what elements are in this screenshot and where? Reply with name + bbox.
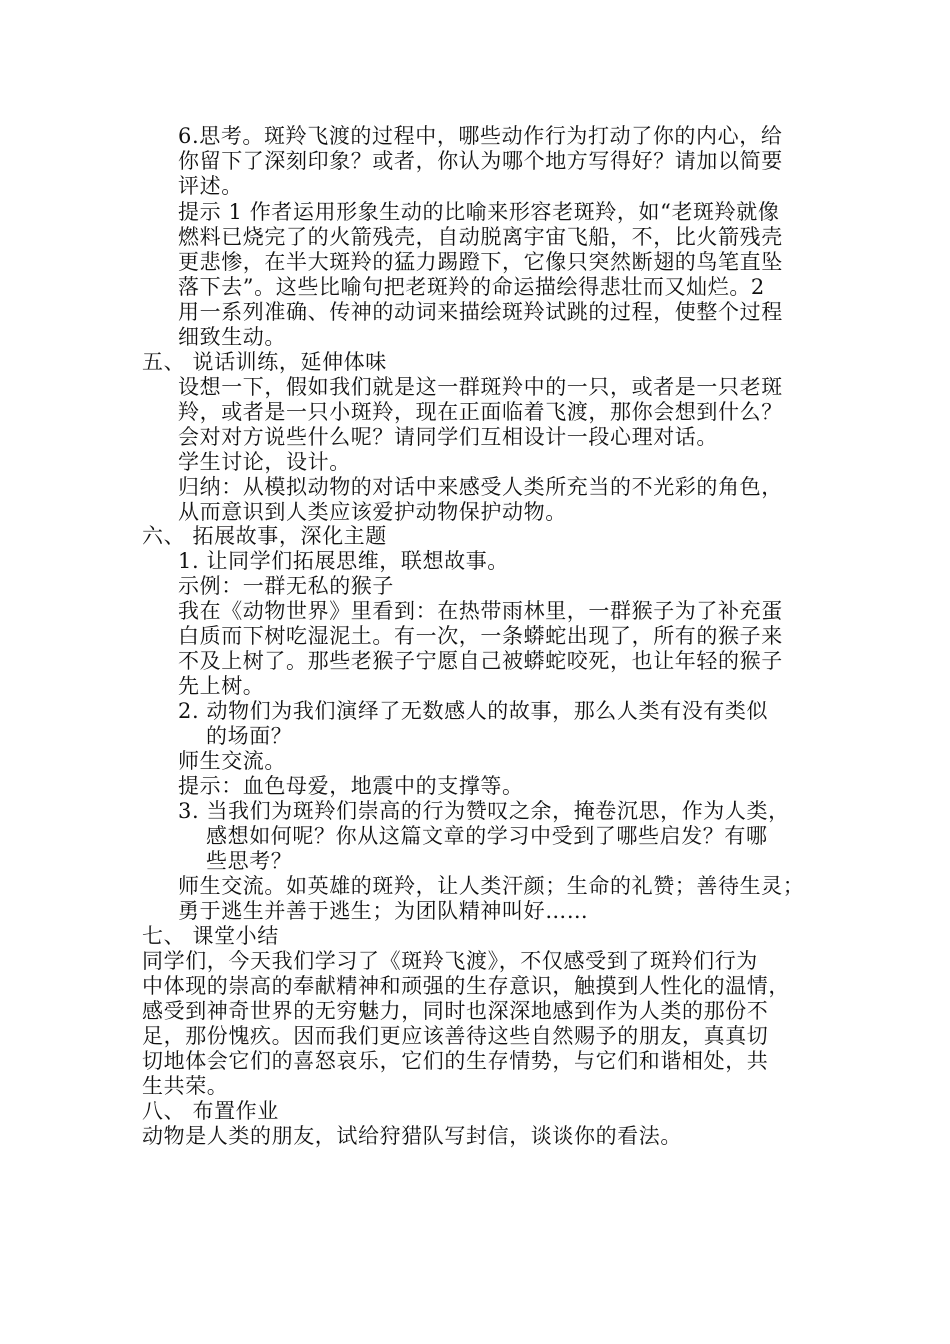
text-line: 动物是人类的朋友，试给狩猎队写封信，谈谈你的看法。 [142, 1124, 682, 1148]
text-line: 会对对方说些什么呢？请同学们互相设计一段心理对话。 [178, 425, 718, 449]
text-line: 落下去”。这些比喻句把老斑羚的命运描绘得悲壮而又灿烂。2 [178, 275, 765, 299]
text-line: 2. 动物们为我们演绎了无数感人的故事，那么人类有没有类似 [178, 699, 769, 723]
text-line: 生共荣。 [142, 1074, 229, 1098]
text-line: 师生交流。如英雄的斑羚，让人类汗颜；生命的礼赞；善待生灵； [178, 874, 805, 898]
text-line: 不及上树了。那些老猴子宁愿自己被蟒蛇咬死，也让年轻的猴子 [178, 649, 783, 673]
text-line: 的场面？ [206, 724, 293, 748]
text-line: 从而意识到人类应该爱护动物保护动物。 [178, 500, 567, 524]
text-line: 用一系列准确、传神的动词来描绘斑羚试跳的过程，使整个过程 [178, 300, 783, 324]
text-line: 感想如何呢？你从这篇文章的学习中受到了哪些启发？有哪 [206, 824, 768, 848]
text-line: 示例：一群无私的猴子 [178, 574, 394, 598]
text-line: 3. 当我们为斑羚们崇高的行为赞叹之余，掩卷沉思，作为人类， [178, 799, 790, 823]
section-heading: 六、 拓展故事，深化主题 [142, 524, 387, 548]
text-line: 勇于逃生并善于逃生；为团队精神叫好…… [178, 899, 589, 923]
text-line: 你留下了深刻印象？或者，你认为哪个地方写得好？请加以简要 [178, 149, 783, 173]
section-heading: 五、 说话训练，延伸体味 [142, 350, 387, 374]
text-line: 设想一下，假如我们就是这一群斑羚中的一只，或者是一只老斑 [178, 375, 783, 399]
text-line: 细致生动。 [178, 325, 286, 349]
text-line: 归纳：从模拟动物的对话中来感受人类所充当的不光彩的角色， [178, 475, 783, 499]
text-line: 学生讨论，设计。 [178, 450, 351, 474]
text-line: 先上树。 [178, 674, 265, 698]
text-line: 师生交流。 [178, 749, 286, 773]
text-line: 评述。 [178, 174, 243, 198]
text-line: 足，那份愧疚。因而我们更应该善待这些自然赐予的朋友，真真切 [142, 1024, 769, 1048]
text-line: 中体现的崇高的奉献精神和顽强的生存意识，触摸到人性化的温情， [142, 974, 790, 998]
text-line: 燃料已烧完了的火箭残壳，自动脱离宇宙飞船，不，比火箭残壳 [178, 225, 783, 249]
text-line: 羚，或者是一只小斑羚，现在正面临着飞渡，那你会想到什么？ [178, 400, 783, 424]
text-line: 更悲惨，在半大斑羚的猛力踢蹬下，它像只突然断翅的鸟笔直坠 [178, 250, 783, 274]
text-line: 白质而下树吃湿泥土。有一次，一条蟒蛇出现了，所有的猴子来 [178, 624, 783, 648]
text-line: 些思考？ [206, 849, 293, 873]
text-line: 感受到神奇世界的无穷魅力，同时也深深地感到作为人类的那份不 [142, 999, 769, 1023]
text-line: 我在《动物世界》里看到：在热带雨林里，一群猴子为了补充蛋 [178, 599, 783, 623]
section-heading: 八、 布置作业 [142, 1099, 279, 1123]
text-line: 提示：血色母爱，地震中的支撑等。 [178, 774, 524, 798]
text-line: 6.思考。斑羚飞渡的过程中，哪些动作行为打动了你的内心，给 [178, 124, 783, 148]
text-line: 1. 让同学们拓展思维，联想故事。 [178, 549, 509, 573]
text-line: 切地体会它们的喜怒哀乐，它们的生存情势，与它们和谐相处，共 [142, 1049, 769, 1073]
text-line: 提示 1 作者运用形象生动的比喻来形容老斑羚，如“老斑羚就像 [178, 200, 780, 224]
text-line: 同学们，今天我们学习了《斑羚飞渡》，不仅感受到了斑羚们行为 [142, 949, 758, 973]
section-heading: 七、 课堂小结 [142, 924, 279, 948]
